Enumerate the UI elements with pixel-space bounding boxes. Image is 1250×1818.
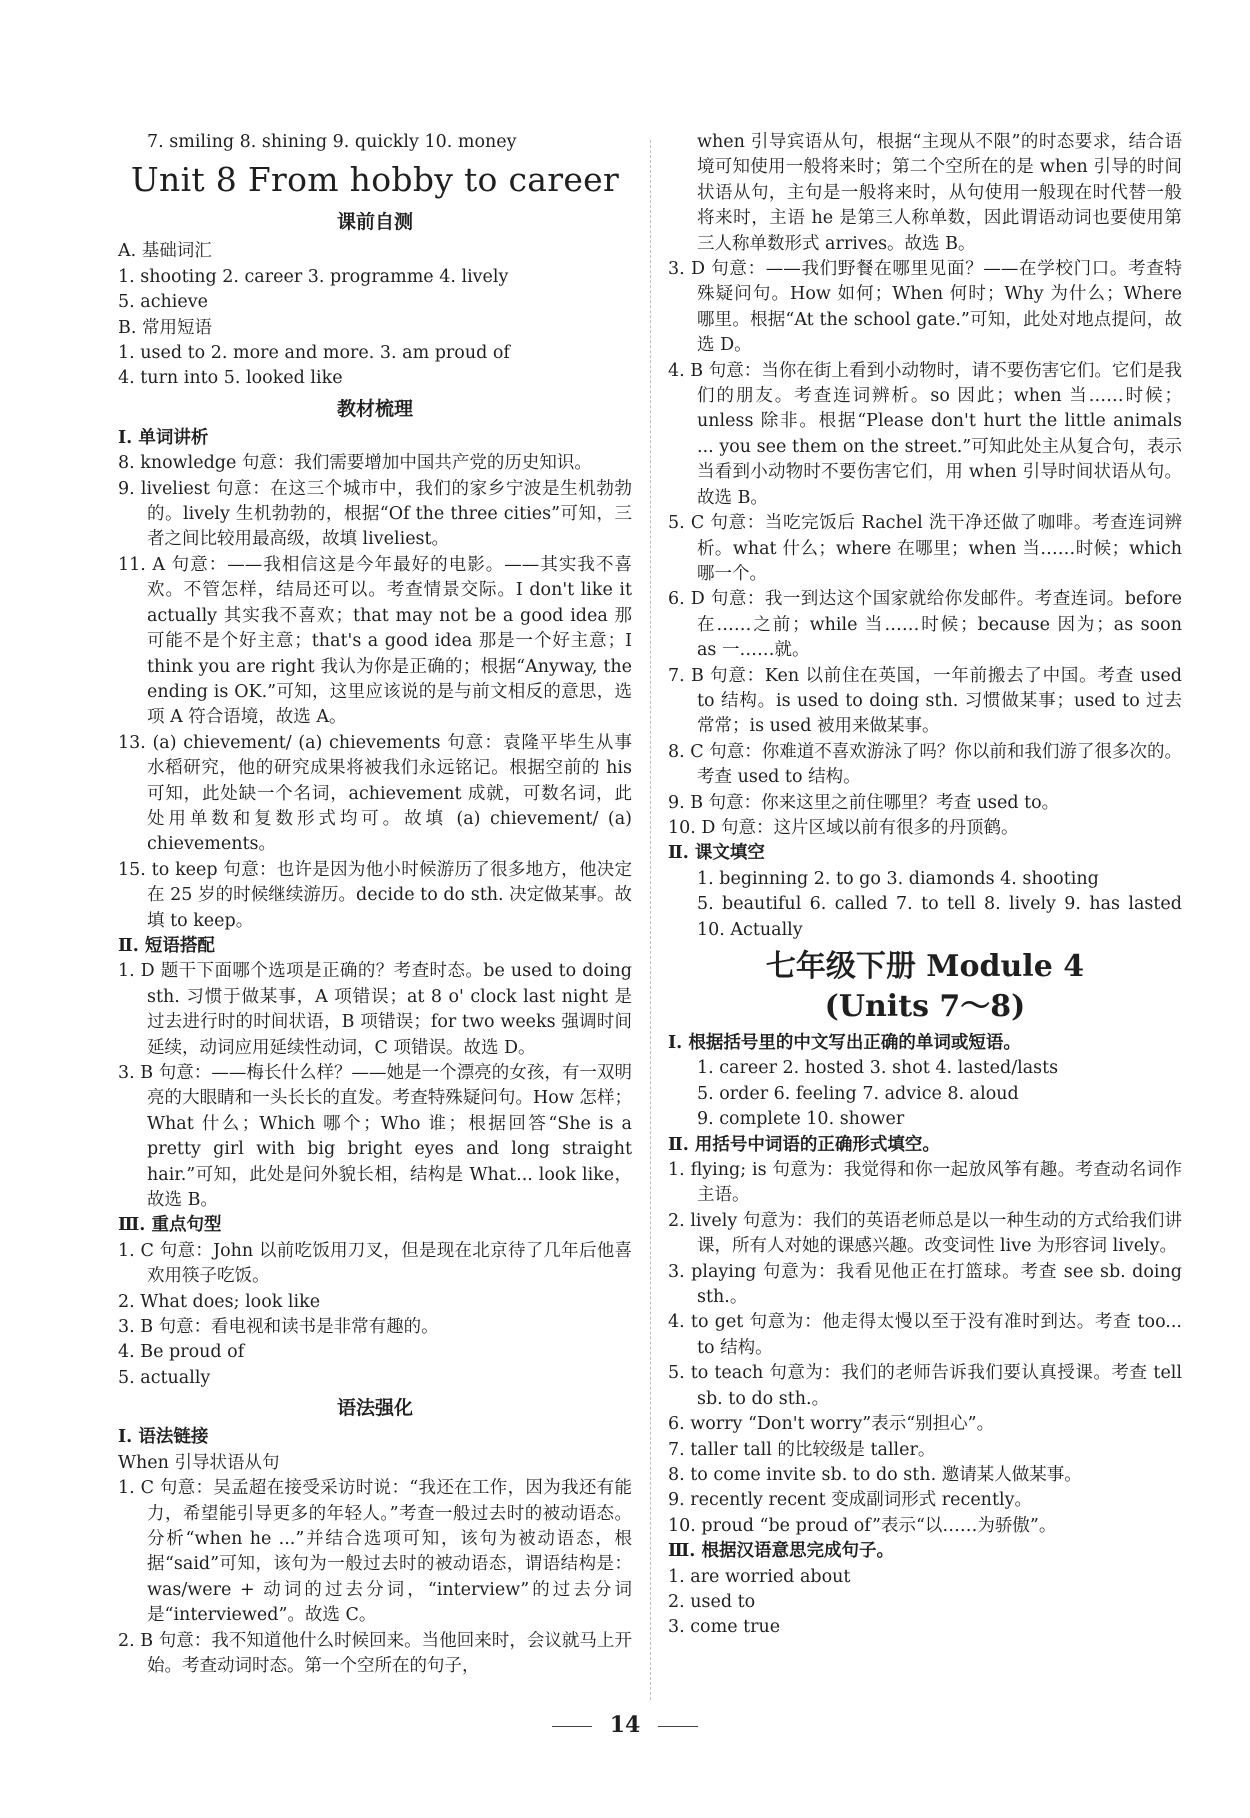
grammar-answer-6: 6. D 句意：我一到达这个国家就给你发邮件。考查连词。before 在……之前；while 当……时候；because 因为；as soon as 一……就。 [668, 589, 1182, 661]
page-number-dash-right [658, 1726, 698, 1727]
answer-13: 13. (a) chievement/ (a) chievements 句意：袁隆平毕生从事水稻研究，他的研究成果将被我们永远铭记。根据空前的 his 可知，此处缺一个名词，achievement 成就，可数名词，此处用单数和复数形式均可。故填 (a) chievement/ (a) chievements。 [118, 732, 632, 855]
grammar-answer-4: 4. B 句意：当你在街上看到小动物时，请不要伤害它们。它们是我们的朋友。考查连词辨析。so 因此；when 当……时候；unless 除非。根据“Please don't hurt the little animals ... you see them on the street.”可知此处主从复合句，表示当看到小动物时不要伤害它们，用 when 引导时间状语从句。故选 B。 [668, 360, 1182, 508]
module-part-1-line-3: 9. complete 10. shower [697, 1109, 905, 1130]
sentence-answer-4: 4. Be proud of [118, 1342, 245, 1363]
module-part-2-answer-6: 6. worry “Don't worry”表示“别担心”。 [668, 1414, 995, 1435]
sentence-answer-1: 1. C 句意：John 以前吃饭用刀叉，但是现在北京待了几年后他喜欢用筷子吃饭。 [118, 1240, 632, 1287]
grammar-answer-2-continued: when 引导宾语从句，根据“主现从不限”的时态要求，结合语境可知使用一般将来时；第二个空所在的是 when 引导的时间状语从句，主句是一般将来时，从句使用一般现在时代替一般将来时，主语 he 是第三人称单数，因此谓语动词也要使用第三人称单数形式 arrives。故选 B。 [697, 132, 1182, 254]
part-a-line-1: 1. shooting 2. career 3. programme 4. lively [118, 266, 509, 287]
unit-title: Unit 8 From hobby to career [130, 160, 620, 200]
subheading-phrases: Ⅱ. 短语搭配 [118, 935, 215, 956]
module-part-2-heading: Ⅱ. 用括号中词语的正确形式填空。 [668, 1134, 940, 1155]
phrase-answer-3: 3. B 句意：——梅长什么样？——她是一个漂亮的女孩，有一双明亮的大眼睛和一头长长的直发。考查特殊疑问句。How 怎样；What 什么；Which 哪个；Who 谁；根据回答“She is a pretty girl with big bright eyes and long straight hair.”可知，此处是问外貌长相，结构是 What... look like，故选 B。 [118, 1063, 632, 1211]
answer-11: 11. A 句意：——我相信这是今年最好的电影。——其实我不喜欢。不管怎样，结局还可以。考查情景交际。I don't like it actually 其实我不喜欢；that may not be a good idea 那可能不是个好主意；that's a good idea 那是一个好主意；I think you are right 我认为你是正确的；根据“Anyway, the ending is OK.”可知，这里应该说的是与前文相反的意思，选项 A 符合语境，故选 A。 [118, 554, 632, 728]
module-part-3-heading: Ⅲ. 根据汉语意思完成句子。 [668, 1541, 894, 1562]
module-part-3-answer-1: 1. are worried about [668, 1566, 851, 1587]
subheading-words: Ⅰ. 单词讲析 [118, 427, 209, 448]
when-clause-label: When 引导状语从句 [118, 1452, 280, 1473]
sentence-answer-2: 2. What does; look like [118, 1291, 321, 1312]
part-b-label: B. 常用短语 [118, 317, 212, 338]
right-column [668, 130, 1182, 1641]
module-title: 七年级下册 Module 4 [765, 949, 1085, 984]
module-part-2-answer-9: 9. recently recent 变成副词形式 recently。 [668, 1490, 1032, 1511]
section-heading-grammar: 语法强化 [336, 1397, 413, 1420]
text-fill-line-2: 5. beautiful 6. called 7. to tell 8. lively 9. has lasted 10. Actually [697, 894, 1182, 940]
page-number [0, 1712, 1250, 1738]
part-a-label: A. 基础词汇 [118, 241, 212, 262]
module-part-2-answer-4: 4. to get 句意为：他走得太慢以至于没有准时到达。考查 too... to 结构。 [668, 1312, 1182, 1358]
module-part-2-answer-7: 7. taller tall 的比较级是 taller。 [668, 1439, 936, 1460]
part-b-line-2: 4. turn into 5. looked like [118, 368, 343, 389]
module-part-2-answer-10: 10. proud “be proud of”表示“以……为骄傲”。 [668, 1515, 1057, 1536]
module-part-2-answer-8: 8. to come invite sb. to do sth. 邀请某人做某事。 [668, 1464, 1082, 1485]
grammar-answer-1: 1. C 句意：吴孟超在接受采访时说：“我还在工作，因为我还有能力，希望能引导更多的年轻人。”考查一般过去时的被动语态。分析“when he ...”并结合选项可知，该句为被动语态，根据“said”可知，该句为一般过去时的被动语态，谓语结构是：was/were + 动词的过去分词，“interview”的过去分词是“interviewed”。故选 C。 [118, 1478, 632, 1626]
answer-9: 9. liveliest 句意：在这三个城市中，我们的家乡宁波是生机勃勃的。lively 生机勃勃的，根据“Of the three cities”可知，三者之间比较用最高级，故填 liveliest。 [118, 478, 632, 550]
module-part-2-answer-2: 2. lively 句意为：我们的英语老师总是以一种生动的方式给我们讲课，所有人对她的课感兴趣。改变词性 live 为形容词 lively。 [668, 1210, 1182, 1257]
module-part-1-line-2: 5. order 6. feeling 7. advice 8. aloud [697, 1083, 1019, 1104]
sentence-answer-3: 3. B 句意：看电视和读书是非常有趣的。 [118, 1317, 439, 1338]
grammar-answer-10: 10. D 句意：这片区域以前有很多的丹顶鹤。 [668, 817, 1019, 838]
grammar-answer-9: 9. B 句意：你来这里之前住哪里？考查 used to。 [668, 792, 1060, 813]
sentence-answer-5: 5. actually [118, 1367, 211, 1388]
grammar-answer-5: 5. C 句意：当吃完饭后 Rachel 洗干净还做了咖啡。考查连词辨析。what 什么；where 在哪里；when 当……时候；which 哪一个。 [668, 513, 1182, 584]
column-divider [650, 140, 651, 1700]
module-part-1-line-1: 1. career 2. hosted 3. shot 4. lasted/lasts [697, 1058, 1059, 1079]
grammar-answer-8: 8. C 句意：你难道不喜欢游泳了吗？你以前和我们游了很多次的。考查 used to 结构。 [668, 741, 1182, 788]
module-subtitle: (Units 7～8) [824, 989, 1026, 1024]
module-part-3-answer-3: 3. come true [668, 1617, 781, 1638]
answer-8: 8. knowledge 句意：我们需要增加中国共产党的历史知识。 [118, 453, 592, 474]
module-part-2-answer-5: 5. to teach 句意为：我们的老师告诉我们要认真授课。考查 tell sb. to do sth.。 [668, 1363, 1182, 1409]
prev-answers-line: 7. smiling 8. shining 9. quickly 10. money [147, 132, 517, 152]
section-heading-textbook: 教材梳理 [336, 397, 413, 420]
section-heading-pretest: 课前自测 [336, 211, 413, 234]
subheading-grammar-link: Ⅰ. 语法链接 [118, 1427, 209, 1448]
subheading-sentences: Ⅲ. 重点句型 [118, 1215, 222, 1236]
module-part-3-answer-2: 2. used to [668, 1591, 756, 1612]
part-a-line-2: 5. achieve [118, 292, 208, 313]
grammar-answer-2: 2. B 句意：我不知道他什么时候回来。当他回来时，会议就马上开始。考查动词时态。第一个空所在的句子， [118, 1630, 632, 1676]
grammar-answer-3: 3. D 句意：——我们野餐在哪里见面？——在学校门口。考查特殊疑问句。How 如何；When 何时；Why 为什么；Where 哪里。根据“At the school gate.”可知，此处对地点提问，故选 D。 [668, 259, 1182, 356]
grammar-answer-7: 7. B 句意：Ken 以前住在英国，一年前搬去了中国。考查 used to 结构。is used to doing sth. 习惯做某事；used to 过去常常；is used 被用来做某事。 [668, 665, 1182, 737]
part-b-line-1: 1. used to 2. more and more. 3. am proud of [118, 343, 510, 364]
module-part-2-answer-1: 1. flying; is 句意为：我觉得和你一起放风筝有趣。考查动名词作主语。 [668, 1160, 1182, 1206]
answer-15: 15. to keep 句意：也许是因为他小时候游历了很多地方，他决定在 25 岁的时候继续游历。decide to do sth. 决定做某事。故填 to keep。 [118, 859, 632, 931]
phrase-answer-1: 1. D 题干下面哪个选项是正确的？考查时态。be used to doing sth. 习惯于做某事，A 项错误；at 8 o' clock last night 是过去进行时的时间状语，B 项错误；for two weeks 强调时间延续，动词应用延续性动词，C 项错误。故选 D。 [118, 961, 632, 1058]
module-part-2-answer-3: 3. playing 句意为：我看见他正在打篮球。考查 see sb. doing sth.。 [668, 1261, 1182, 1308]
page-number-dash-left [552, 1726, 592, 1727]
module-part-1-heading: Ⅰ. 根据括号里的中文写出正确的单词或短语。 [668, 1033, 1021, 1053]
page-number-text: 14 [609, 1712, 641, 1738]
left-column [118, 130, 632, 1679]
subheading-text-fill: Ⅱ. 课文填空 [668, 843, 765, 864]
text-fill-line-1: 1. beginning 2. to go 3. diamonds 4. shooting [697, 868, 1099, 889]
